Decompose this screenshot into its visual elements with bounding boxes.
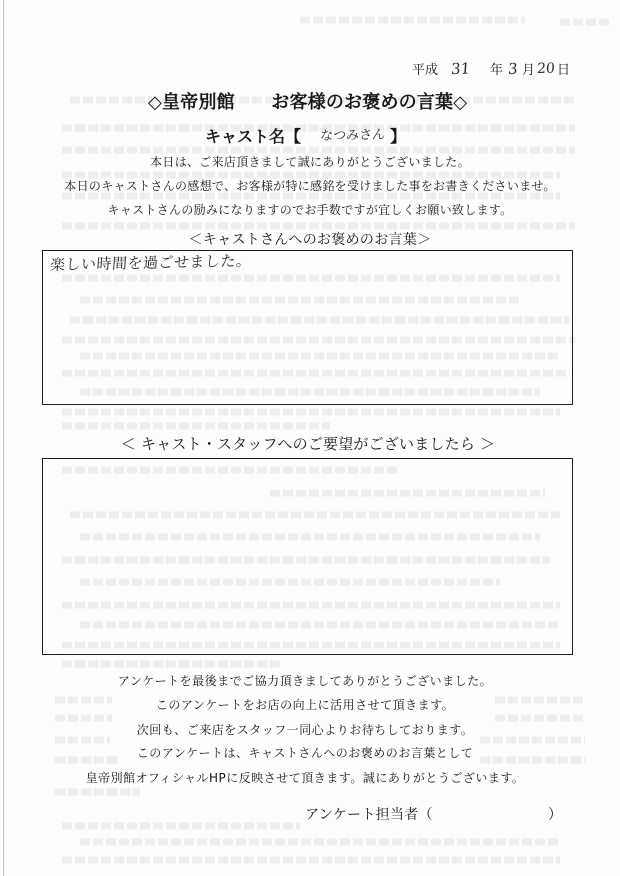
closing-line: 皇帝別館オフィシャルHPに反映させて頂きます。誠にありがとうございます。 bbox=[85, 771, 525, 785]
date-year-unit: 年 bbox=[490, 63, 504, 78]
cast-name-handwritten: なつみさん bbox=[319, 127, 386, 145]
date-month-handwritten: 3 bbox=[507, 59, 519, 79]
cast-name-close-bracket: 】 bbox=[390, 127, 407, 146]
date-year-handwritten: 31 bbox=[450, 59, 471, 79]
cast-name-label: キャスト名【 bbox=[205, 127, 302, 146]
survey-staff-label: アンケート担当者（ bbox=[305, 807, 433, 823]
form-title: ◇皇帝別館 お客様のお褒めの言葉◇ bbox=[148, 92, 468, 113]
intro-line: 本日のキャストさんの感想で、お客様が特に感銘を受けました事をお書きくださいませ。 bbox=[64, 179, 556, 193]
praise-answer-handwritten: 楽しい時間を過ごせました。 bbox=[49, 251, 253, 275]
closing-line: アンケートを最後までご協力頂きましてありがとうございました。 bbox=[117, 674, 493, 688]
requests-heading: ＜ キャスト・スタッフへのご要望がございましたら ＞ bbox=[120, 435, 496, 453]
date-day-unit: 日 bbox=[557, 63, 571, 78]
date-era: 平成 bbox=[412, 63, 439, 78]
date-month-unit: 月 bbox=[522, 63, 536, 78]
requests-box bbox=[42, 458, 573, 655]
intro-line: 本日は、ご来店頂きまして誠にありがとうございました。 bbox=[150, 155, 470, 169]
closing-line: このアンケートをお店の向上に活用させて頂きます。 bbox=[155, 698, 455, 712]
date-day-handwritten: 20 bbox=[536, 60, 556, 78]
closing-line: 次回も、ご来店をスタッフ一同心よりお待ちしております。 bbox=[136, 723, 474, 737]
intro-line: キャストさんの励みになりますのでお手数ですが宜しくお願い致します。 bbox=[107, 203, 513, 217]
survey-staff-close-paren: ） bbox=[548, 807, 562, 823]
praise-box bbox=[42, 250, 573, 405]
praise-heading: ＜キャストさんへのお褒めのお言葉＞ bbox=[188, 232, 432, 248]
closing-line: このアンケートは、キャストさんへのお褒めのお言葉として bbox=[136, 746, 474, 760]
